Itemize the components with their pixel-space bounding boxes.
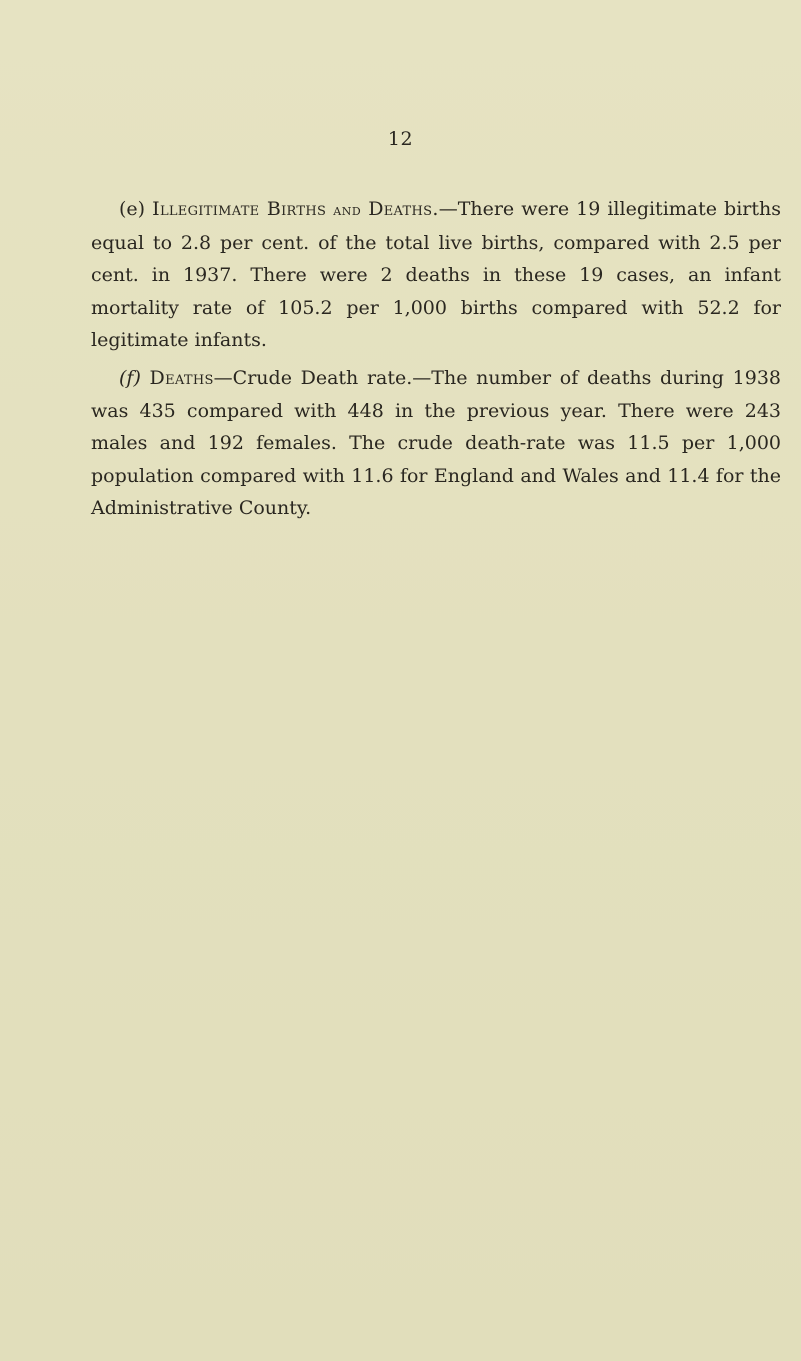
section-label-f: (f) — [119, 367, 141, 389]
section-heading-f: Deaths — [149, 367, 214, 389]
paragraph-illegitimate-births — [91, 193, 781, 357]
section-heading-e-and: and — [333, 200, 362, 219]
section-body-e: —There were 19 illegitimate births equal to 2.8 per cent. of the total live births, compared with 2.5 per cent. in 1937. There were 2 deaths in these 19 cases, an infant mortality rate of 105.2 per 1,000 births compared with 52.2 for legitimate infants. — [91, 198, 781, 351]
page-number: 12 — [387, 128, 414, 150]
section-body-f: —Crude Death rate.—The number of deaths during 1938 was 435 compared with 448 in the previous year. There were 243 males and 192 females. The crude death-rate was 11.5 per 1,000 population compared with 11.6 for England and Wales and 11.4 for the Administrative County. — [91, 367, 781, 519]
paragraph-deaths — [91, 362, 781, 525]
section-label-e: (e) — [119, 198, 146, 220]
section-heading-e-part1: Illegitimate Births — [152, 198, 327, 220]
section-heading-e-part2: Deaths. — [368, 198, 439, 220]
